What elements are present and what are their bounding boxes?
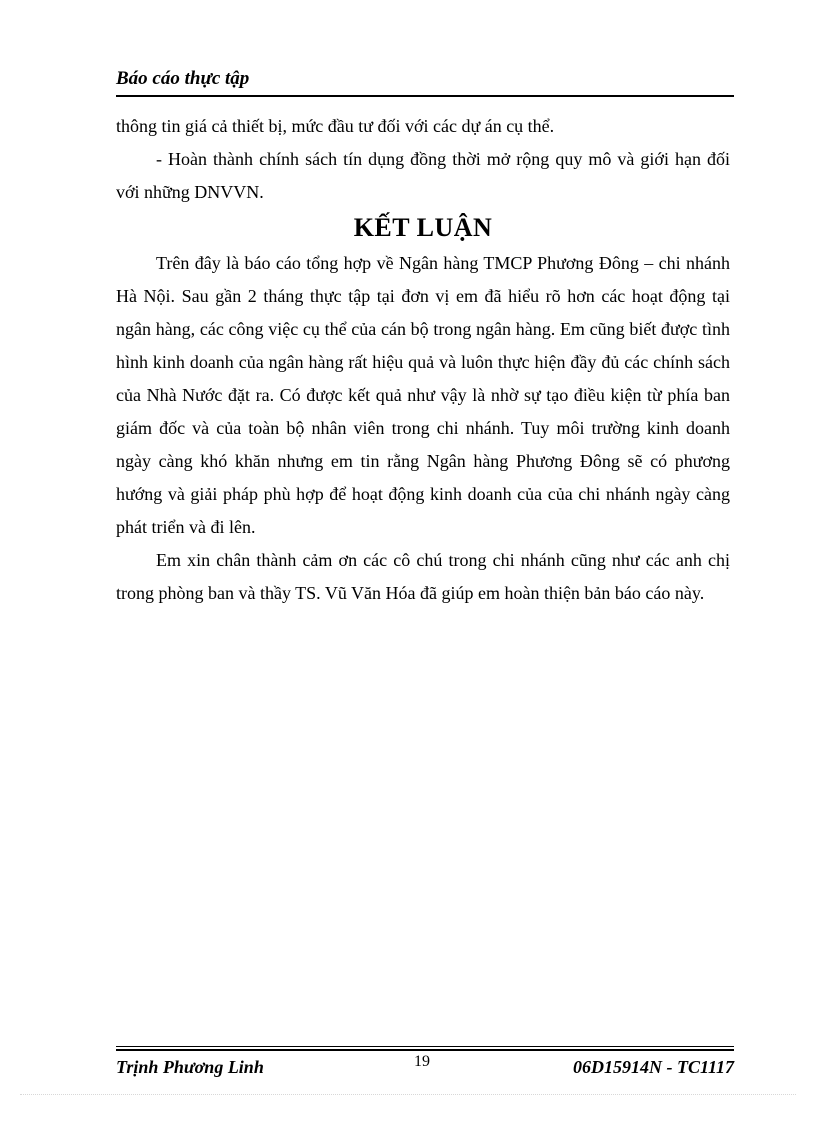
paragraph-bullet: - Hoàn thành chính sách tín dụng đồng thời mở rộng quy mô và giới hạn đối với những DNVVN. (116, 149, 730, 202)
footer-divider-thin (116, 1046, 734, 1047)
page-edge-divider (20, 1094, 796, 1095)
document-body (116, 110, 730, 610)
section-title: KẾT LUẬN (353, 213, 493, 242)
paragraph-conclusion: Trên đây là báo cáo tổng hợp về Ngân hàng TMCP Phương Đông – chi nhánh Hà Nội. Sau gần 2 tháng thực tập tại đơn vị em đã hiểu rõ hơn các hoạt động tại ngân hàng, các công việc cụ thể của cán bộ trong ngân hàng. Em cũng biết được tình hình kinh doanh của ngân hàng rất hiệu quả và luôn thực hiện đầy đủ các chính sách của Nhà Nước đặt ra. Có được kết quả như vậy là nhờ sự tạo điều kiện từ phía ban giám đốc và của toàn bộ nhân viên trong chi nhánh. Tuy môi trường kinh doanh ngày càng khó khăn nhưng em tin rằng Ngân hàng Phương Đông sẽ có phương hướng và giải pháp phù hợp để hoạt động kinh doanh của của chi nhánh ngày càng phát triển và đi lên. (116, 253, 730, 537)
footer-author: Trịnh Phương Linh (116, 1057, 264, 1077)
footer-row (116, 1053, 734, 1079)
page-number: 19 (414, 1053, 430, 1070)
page-footer (116, 1046, 734, 1079)
page-header (116, 66, 734, 97)
header-divider (116, 95, 734, 97)
footer-student-code: 06D15914N - TC1117 (572, 1057, 734, 1077)
header-title: Báo cáo thực tập (116, 68, 250, 89)
paragraph-thanks: Em xin chân thành cảm ơn các cô chú trong chi nhánh cũng như các anh chị trong phòng ban và thầy TS. Vũ Văn Hóa đã giúp em hoàn thiện bản báo cáo này. (116, 550, 730, 603)
footer-divider-thick (116, 1049, 734, 1051)
paragraph-continuation: thông tin giá cả thiết bị, mức đầu tư đối với các dự án cụ thể. (116, 116, 555, 136)
